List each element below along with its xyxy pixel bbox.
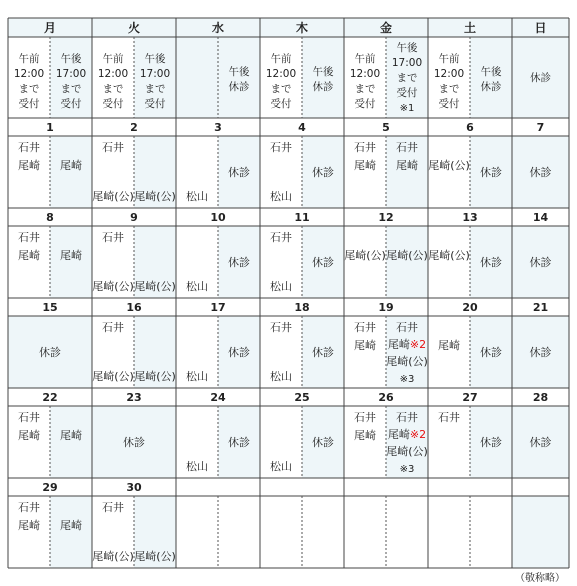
pm-doctor: 尾崎 <box>60 249 82 262</box>
hours-am-line: 午前 <box>270 53 292 65</box>
am-doctor: 尾崎(公) <box>92 370 134 383</box>
pm-closed: 休診 <box>228 346 250 359</box>
am-doctor: 尾崎 <box>354 429 376 442</box>
hours-am-line: 12:00 <box>349 68 381 80</box>
date-number: 29 <box>42 481 58 494</box>
hours-am-line: 受付 <box>354 98 376 110</box>
am-doctor: 石井 <box>102 231 124 244</box>
hours-am-line: 午前 <box>354 53 376 65</box>
date-number: 13 <box>462 211 478 224</box>
date-number: 2 <box>130 121 138 134</box>
am-doctor: 尾崎(公) <box>428 159 470 172</box>
date-number: 23 <box>126 391 142 404</box>
pm-closed: 休診 <box>312 436 334 449</box>
am-doctor: 尾崎 <box>354 339 376 352</box>
day-of-week-label: 金 <box>379 21 393 35</box>
hours-pm-line: まで <box>396 72 418 84</box>
hours-pm-line: 17:00 <box>139 68 171 80</box>
cell-bg-pm <box>386 226 428 298</box>
hours-am-line: 受付 <box>18 98 40 110</box>
date-number: 20 <box>462 301 478 314</box>
hours-pm-line: 午後 <box>144 53 166 65</box>
date-number: 28 <box>532 391 549 404</box>
sunday-col-bg <box>512 496 569 568</box>
am-doctor: 尾崎(公) <box>92 550 134 563</box>
hours-am-line: 12:00 <box>433 68 465 80</box>
pm-doctor: 石井 <box>396 321 418 334</box>
hours-pm-line: 午後 <box>312 66 334 78</box>
hours-pm-line: 受付 <box>144 98 166 110</box>
hours-pm-line: 受付 <box>60 98 82 110</box>
hours-pm-line: 17:00 <box>391 57 423 69</box>
pm-closed: 休診 <box>480 166 502 179</box>
date-number: 17 <box>210 301 226 314</box>
pm-closed: 休診 <box>228 436 250 449</box>
date-number: 15 <box>42 301 58 314</box>
pm-doctor: 石井 <box>396 411 418 424</box>
date-number: 1 <box>46 121 54 134</box>
am-doctor: 尾崎 <box>18 249 40 262</box>
am-doctor: 松山 <box>186 370 208 383</box>
am-doctor: 石井 <box>18 411 40 424</box>
date-number: 19 <box>378 301 394 314</box>
day-of-week-label: 木 <box>295 21 309 35</box>
date-number: 25 <box>294 391 310 404</box>
closed-label: 休診 <box>529 256 552 269</box>
hours-am-line: 12:00 <box>265 68 297 80</box>
am-doctor: 尾崎(公) <box>428 249 470 262</box>
hours-am-line: まで <box>438 83 460 95</box>
pm-doctor: 尾崎 <box>60 159 82 172</box>
hours-pm-line: 午後 <box>60 53 82 65</box>
date-number: 3 <box>214 121 222 134</box>
cell-bg-pm <box>50 406 92 478</box>
am-doctor: 松山 <box>270 460 292 473</box>
closed-label: 休診 <box>529 436 552 449</box>
pm-doctor: 尾崎 <box>60 429 82 442</box>
date-number: 26 <box>378 391 394 404</box>
day-of-week-label: 火 <box>127 21 141 35</box>
pm-note: ※3 <box>399 464 415 475</box>
date-number: 8 <box>46 211 54 224</box>
pm-doctor: 尾崎(公) <box>134 370 176 383</box>
hours-pm-line: まで <box>60 83 82 95</box>
date-number: 10 <box>210 211 226 224</box>
hours-am-line: 受付 <box>102 98 124 110</box>
date-number: 12 <box>378 211 394 224</box>
am-doctor: 松山 <box>270 280 292 293</box>
date-number: 27 <box>462 391 478 404</box>
hours-wed-am-bg <box>176 37 218 118</box>
hours-am-line: 12:00 <box>97 68 129 80</box>
pm-closed: 休診 <box>228 166 250 179</box>
pm-closed: 休診 <box>312 256 334 269</box>
hours-pm-line: 午後 <box>228 66 250 78</box>
closed-label: 休診 <box>123 436 145 449</box>
pm-closed: 休診 <box>480 436 502 449</box>
hours-am-line: 受付 <box>270 98 292 110</box>
date-number: 14 <box>532 211 549 224</box>
pm-doctor: 尾崎 <box>396 159 418 172</box>
pm-doctor: 尾崎(公) <box>134 190 176 203</box>
am-doctor: 尾崎(公) <box>344 249 386 262</box>
cell-bg-pm <box>50 496 92 568</box>
pm-doctor: 尾崎(公) <box>386 249 428 262</box>
pm-doctor: 尾崎※2 <box>387 338 427 351</box>
am-doctor: 石井 <box>102 501 124 514</box>
date-number: 6 <box>466 121 474 134</box>
cell-bg-pm <box>50 136 92 208</box>
am-doctor: 松山 <box>186 460 208 473</box>
hours-am-line: 午前 <box>438 53 460 65</box>
date-number: 22 <box>42 391 58 404</box>
hours-am-line: まで <box>270 83 292 95</box>
hours-am-line: まで <box>102 83 124 95</box>
pm-note: ※3 <box>399 374 415 385</box>
am-doctor: 石井 <box>438 411 460 424</box>
pm-closed: 休診 <box>480 346 502 359</box>
date-number: 11 <box>294 211 310 224</box>
am-doctor: 尾崎 <box>18 429 40 442</box>
am-doctor: 石井 <box>18 501 40 514</box>
pm-doctor: 尾崎(公) <box>386 355 428 368</box>
am-doctor: 石井 <box>270 321 292 334</box>
am-doctor: 石井 <box>18 141 40 154</box>
am-doctor: 松山 <box>270 190 292 203</box>
hours-pm-line: 休診 <box>312 81 334 93</box>
hours-pm-line: 休診 <box>480 81 502 93</box>
am-doctor: 石井 <box>102 141 124 154</box>
pm-closed: 休診 <box>312 166 334 179</box>
pm-closed: 休診 <box>480 256 502 269</box>
date-number: 18 <box>294 301 310 314</box>
am-doctor: 松山 <box>270 370 292 383</box>
date-number: 7 <box>536 121 545 134</box>
closed-label: 休診 <box>39 346 61 359</box>
footnote: （敬称略） <box>515 573 565 584</box>
closed-label: 休診 <box>529 346 552 359</box>
am-doctor: 石井 <box>354 141 376 154</box>
hours-closed: 休診 <box>530 72 551 84</box>
hours-am-line: 受付 <box>438 98 460 110</box>
am-doctor: 石井 <box>354 321 376 334</box>
am-doctor: 尾崎(公) <box>92 190 134 203</box>
hours-am-line: 12:00 <box>13 68 45 80</box>
pm-doctor: 尾崎※2 <box>387 428 427 441</box>
date-number: 24 <box>210 391 226 404</box>
pm-doctor: 尾崎(公) <box>134 550 176 563</box>
pm-closed: 休診 <box>312 346 334 359</box>
am-doctor: 尾崎 <box>438 339 460 352</box>
am-doctor: 尾崎 <box>354 159 376 172</box>
am-doctor: 石井 <box>18 231 40 244</box>
hours-pm-line: 午後 <box>480 66 502 78</box>
am-doctor: 尾崎 <box>18 159 40 172</box>
am-doctor: 尾崎 <box>18 519 40 532</box>
hours-pm-line: 受付 <box>396 87 418 99</box>
hours-am-line: まで <box>354 83 376 95</box>
day-of-week-label: 土 <box>463 21 477 35</box>
am-doctor: 石井 <box>270 231 292 244</box>
date-number: 9 <box>130 211 138 224</box>
pm-doctor: 尾崎(公) <box>134 280 176 293</box>
pm-doctor: 尾崎 <box>60 519 82 532</box>
day-of-week-label: 日 <box>534 21 547 35</box>
date-number: 4 <box>298 121 306 134</box>
am-doctor: 石井 <box>270 141 292 154</box>
am-doctor: 松山 <box>186 280 208 293</box>
pm-closed: 休診 <box>228 256 250 269</box>
date-number: 30 <box>126 481 142 494</box>
date-number: 21 <box>532 301 549 314</box>
pm-doctor: 石井 <box>396 141 418 154</box>
day-of-week-label: 水 <box>211 21 225 35</box>
am-doctor: 石井 <box>102 321 124 334</box>
hours-am-line: 午前 <box>102 53 124 65</box>
day-of-week-label: 月 <box>43 21 57 35</box>
am-doctor: 石井 <box>354 411 376 424</box>
date-number: 16 <box>126 301 142 314</box>
cell-bg-pm <box>50 226 92 298</box>
hours-pm-line: 17:00 <box>55 68 87 80</box>
hours-am-line: 午前 <box>18 53 40 65</box>
am-doctor: 松山 <box>186 190 208 203</box>
hours-note: ※1 <box>399 103 415 114</box>
closed-label: 休診 <box>529 166 552 179</box>
date-number: 5 <box>382 121 390 134</box>
am-doctor: 尾崎(公) <box>92 280 134 293</box>
hours-pm-line: 午後 <box>396 42 418 54</box>
hours-am-line: まで <box>18 83 40 95</box>
pm-doctor: 尾崎(公) <box>386 445 428 458</box>
hours-pm-line: 休診 <box>228 81 250 93</box>
hours-pm-line: まで <box>144 83 166 95</box>
